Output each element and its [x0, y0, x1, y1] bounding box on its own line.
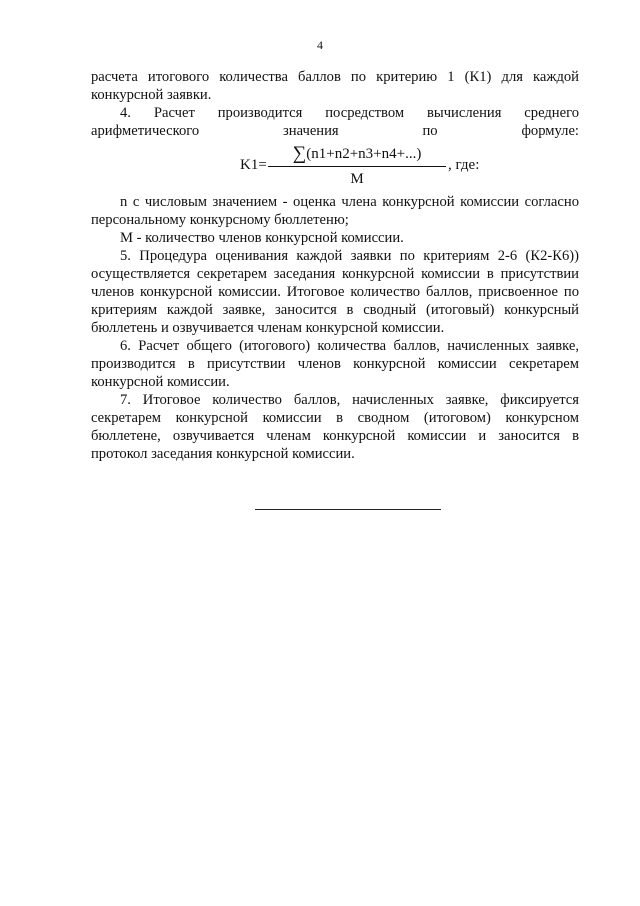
sigma-symbol: ∑	[292, 143, 307, 164]
formula-numerator	[268, 143, 446, 164]
end-of-document-line	[255, 509, 441, 510]
paragraph-item-4: 4. Расчет производится посредством вычисления среднего арифметического значения по формуле:	[91, 105, 579, 139]
document-body	[91, 68, 579, 463]
formula-tail: , где:	[448, 157, 480, 173]
paragraph-item-5: 5. Процедура оценивания каждой заявки по критериям 2-6 (К2-К6)) осуществляется секретарем заседания конкурсной комиссии в присутствии членов конкурсной комиссии. Итоговое количество баллов, присвоенное по критериям каждой заявке, заносится в сводный (итоговый) конкурсный бюллетень и озвучивается членам конкурсной комиссии.	[91, 248, 579, 336]
formula-lhs: K1=	[240, 157, 267, 173]
fraction-bar	[268, 166, 446, 167]
paragraph-item-7: 7. Итоговое количество баллов, начисленных заявке, фиксируется секретарем конкурсной комиссии в сводном (итоговом) конкурсном бюллетене, озвучивается членам конкурсной комиссии и заносится в протокол заседания конкурсной комиссии.	[91, 392, 579, 462]
paragraph-m-definition: М - количество членов конкурсной комиссии.	[120, 230, 404, 246]
formula-denominator: M	[350, 171, 364, 187]
paragraph-n-definition: n с числовым значением - оценка члена конкурсной комиссии согласно персональному конкурсному бюллетеню;	[91, 194, 579, 228]
formula-fraction	[268, 143, 446, 188]
paragraph-item-6: 6. Расчет общего (итогового) количества баллов, начисленных заявке, производится в присутствии членов конкурсной комиссии секретарем конкурсной комиссии.	[91, 338, 579, 390]
average-formula	[91, 143, 579, 189]
page-number: 4	[317, 38, 323, 52]
paragraph-k1-continuation: расчета итогового количества баллов по критерию 1 (К1) для каждой конкурсной заявки.	[91, 69, 579, 103]
formula-numerator-terms: (n1+n2+n3+n4+...)	[306, 146, 422, 162]
